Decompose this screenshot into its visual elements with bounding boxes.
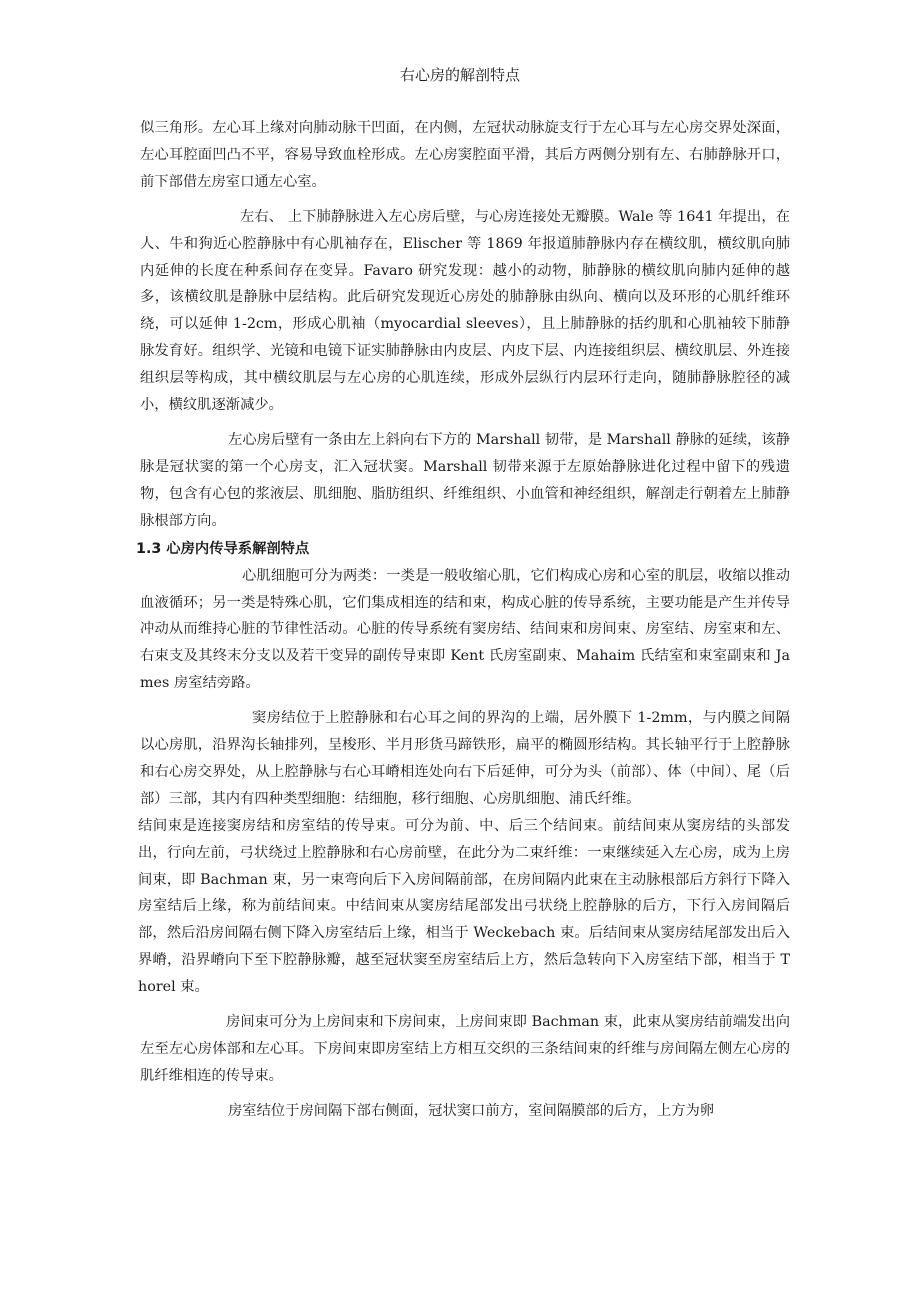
document-body bbox=[136, 115, 790, 1125]
paragraph-sinoatrial-node: 窦房结位于上腔静脉和右心耳之间的界沟的上端，居外膜下 1-2mm，与内膜之间隔以心房肌，沿界沟长轴排列，呈梭形、半月形货马蹄铁形，扁平的椭圆形结构。其长轴平行于上腔静脉和右心房交界处，从上腔静脉与右心耳嵴相连处向右下后延伸，可分为头（前部）、体（中间）、尾（后部）三部，其内有四种类型细胞：结细胞，移行细胞、心房肌细胞、浦氏纤维。 bbox=[140, 710, 790, 807]
paragraph-marshall-ligament: 左心房后壁有一条由左上斜向右下方的 Marshall 韧带，是 Marshall 静脉的延续，该静脉是冠状窦的第一个心房支，汇入冠状窦。Marshall 韧带来源于左原始静脉进化过程中留下的残遗物，包含有心包的浆液层、肌细胞、脂肪组织、纤维组织、小血管和神经组织，解剖走行朝着左上肺静脉根部方向。 bbox=[140, 431, 790, 529]
paragraph-internodal-tracts: 结间束是连接窦房结和房室结的传导束。可分为前、中、后三个结间束。前结间束从窦房结的头部发出，行向左前，弓状绕过上腔静脉和右心房前壁，在此分为二束纤维：一束继续延入左心房，成为上房间束，即 Bachman 束，另一束弯向后下入房间隔前部，在房间隔内此束在主动脉根部后方斜行下降入房室结后上缘，称为前结间束。中结间束从窦房结尾部发出弓状绕上腔静脉的后方，下行入房间隔后部，然后沿房间隔右侧下降入房室结后上缘，相当于 Weckebach 束。后结间束从窦房结尾部发出后入界嵴，沿界嵴向下至下腔静脉瓣，越至冠状窦至房室结后上方，然后急转向下入房室结下部，相当于 Thorel 束。 bbox=[138, 817, 790, 996]
paragraph-atrioventricular-node: 房室结位于房间隔下部右侧面，冠状窦口前方，室间隔膜部的后方，上方为卵 bbox=[228, 1102, 715, 1119]
paragraph-pulmonary-veins: 左右、 上下肺静脉进入左心房后壁，与心房连接处无瓣膜。Wale 等 1641 年提出，在人、牛和狗近心腔静脉中有心肌袖存在，Elischer 等 1869 年报道肺静脉内存在横纹肌，横纹肌向肺内延伸的长度在种系间存在变异。Favaro 研究发现：越小的动物，肺静脉的横纹肌向肺内延伸的越多，该横纹肌是静脉中层结构。此后研究发现近心房处的肺静脉由纵向、横向以及环形的心肌纤维环绕，可以延伸 1-2cm，形成心肌袖（myocardial sleeves），且上肺静脉的括约肌和心肌袖较下肺静脉发育好。组织学、光镜和电镜下证实肺静脉由内皮层、内皮下层、内连接组织层、横纹肌层、外连接组织层等构成，其中横纹肌层与左心房的心肌连续，形成外层纵行内层环行走向，随肺静脉腔径的减小，横纹肌逐渐减少。 bbox=[140, 208, 790, 414]
paragraph-left-atrial-appendage: 似三角形。左心耳上缘对向肺动脉干凹面，在内侧，左冠状动脉旋支行于左心耳与左心房交界处深面，左心耳腔面凹凸不平，容易导致血栓形成。左心房窦腔面平滑，其后方两侧分别有左、右肺静脉开口，前下部借左房室口通左心室。 bbox=[140, 120, 790, 190]
paragraph-cardiac-myocytes: 心肌细胞可分为两类：一类是一般收缩心肌，它们构成心房和心室的肌层，收缩以推动血液循环；另一类是特殊心肌，它们集成相连的结和束，构成心脏的传导系统，主要功能是产生并传导冲动从而维持心脏的节律性活动。心脏的传导系统有窦房结、结间束和房间束、房室结、房室束和左、右束支及其终末分支以及若干变异的副传导束即 Kent 氏房室副束、Mahaim 氏结室和束室副束和 James 房室结旁路。 bbox=[140, 567, 790, 692]
page-title: 右心房的解剖特点 bbox=[399, 66, 520, 84]
paragraph-interatrial-bundles: 房间束可分为上房间束和下房间束，上房间束即 Bachman 束，此束从窦房结前端发出向左至左心房体部和左心耳。下房间束即房室结上方相互交织的三条结间束的纤维与房间隔左侧左心房的肌纤维相连的传导束。 bbox=[140, 1014, 790, 1084]
section-heading: 1.3 心房内传导系解剖特点 bbox=[136, 540, 310, 557]
